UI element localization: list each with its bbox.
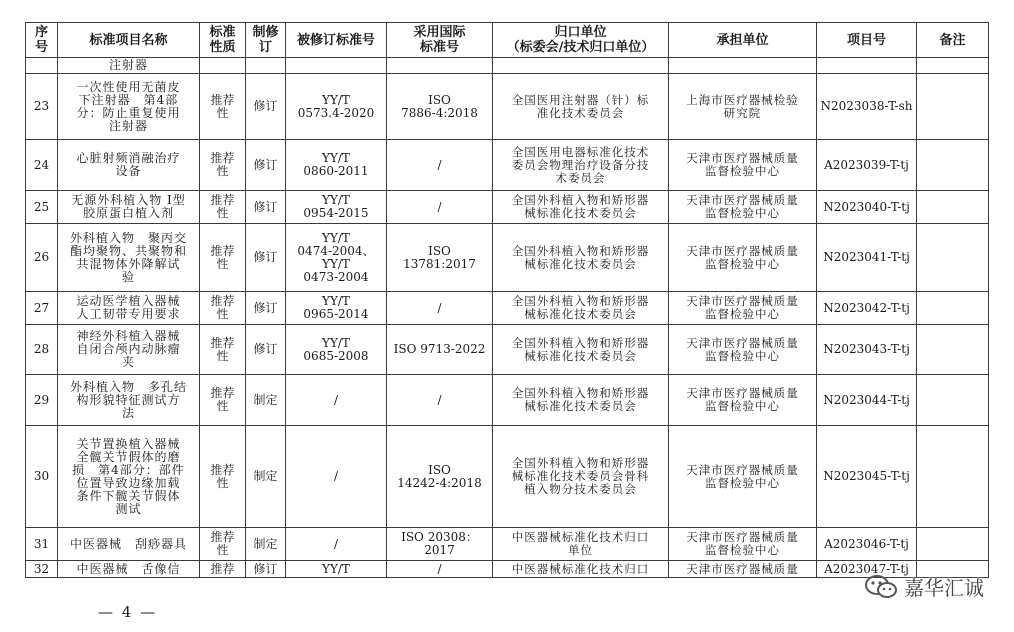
cell-committee: 全国外科植入物和矫形器 械标准化技术委员会	[493, 224, 669, 292]
cell-committee: 全国医用电器标准化技术 委员会物理治疗设备分技 术委员会	[493, 140, 669, 191]
cell-remark	[917, 191, 989, 224]
cell-revise: 制定	[246, 375, 286, 426]
header-committee: 归口单位 （标委会/技术归口单位）	[493, 23, 669, 58]
cell-seq: 27	[26, 292, 58, 325]
header-undertaker: 承担单位	[669, 23, 817, 58]
cell-intl-std: ISO 20308： 2017	[387, 528, 493, 561]
table-row	[26, 325, 989, 375]
cell-project-no: N2023041-T-tj	[817, 224, 917, 292]
cell-intl-std: /	[387, 140, 493, 191]
table-row	[26, 426, 989, 528]
cell-committee: 全国外科植入物和矫形器 械标准化技术委员会	[493, 292, 669, 325]
cell-revise: 修订	[246, 191, 286, 224]
cell-intl-std: ISO 7886-4:2018	[387, 74, 493, 140]
cell-revise: 制定	[246, 528, 286, 561]
cell-undertaker: 上海市医疗器械检验 研究院	[669, 74, 817, 140]
cell-name: 一次性使用无菌皮 下注射器 第4部 分：防止重复使用 注射器	[58, 74, 200, 140]
cell-revise: 修订	[246, 561, 286, 578]
cell-project-no: N2023038-T-sh	[817, 74, 917, 140]
cell-project-no: A2023039-T-tj	[817, 140, 917, 191]
cell-revised-std: YY/T 0954-2015	[286, 191, 387, 224]
cell-name: 中医器械 刮痧器具	[58, 528, 200, 561]
table-header-row	[26, 23, 989, 58]
cell-committee: 全国外科植入物和矫形器 械标准化技术委员会骨科 植入物分技术委员会	[493, 426, 669, 528]
cell-remark	[917, 325, 989, 375]
cell-remark	[917, 375, 989, 426]
cell-project-no: A2023047-T-tj	[817, 561, 917, 578]
watermark	[864, 572, 984, 601]
cell-undertaker: 天津市医疗器械质量 监督检验中心	[669, 528, 817, 561]
table-row	[26, 224, 989, 292]
cell-seq: 23	[26, 74, 58, 140]
cell-nature: 推荐 性	[200, 426, 246, 528]
cell-project-no: N2023043-T-tj	[817, 325, 917, 375]
cell-nature: 推荐 性	[200, 191, 246, 224]
cell-project-no: N2023040-T-tj	[817, 191, 917, 224]
header-remark: 备注	[917, 23, 989, 58]
cell-seq: 30	[26, 426, 58, 528]
cell-undertaker: 天津市医疗器械质量 监督检验中心	[669, 140, 817, 191]
cell-intl-std: ISO 9713-2022	[387, 325, 493, 375]
cell-committee: 全国外科植入物和矫形器 械标准化技术委员会	[493, 191, 669, 224]
cell-nature: 推荐 性	[200, 74, 246, 140]
continuation-name: 注射器	[58, 58, 200, 74]
cell-undertaker: 天津市医疗器械质量 监督检验中心	[669, 426, 817, 528]
cell-remark	[917, 426, 989, 528]
cell-committee: 全国外科植入物和矫形器 械标准化技术委员会	[493, 325, 669, 375]
cell-revised-std: YY/T 0685-2008	[286, 325, 387, 375]
header-revise: 制修 订	[246, 23, 286, 58]
cell-committee: 中医器械标准化技术归口	[493, 561, 669, 578]
cell-seq: 31	[26, 528, 58, 561]
cell-intl-std: ISO 13781:2017	[387, 224, 493, 292]
header-name: 标准项目名称	[58, 23, 200, 58]
cell-revised-std: /	[286, 426, 387, 528]
cell-undertaker: 天津市医疗器械质量 监督检验中心	[669, 325, 817, 375]
cell-name: 神经外科植入器械 自闭合颅内动脉瘤 夹	[58, 325, 200, 375]
table-row	[26, 528, 989, 561]
cell-nature: 推荐	[200, 561, 246, 578]
standards-table-container	[25, 22, 988, 578]
cell-remark	[917, 140, 989, 191]
cell-revise: 制定	[246, 426, 286, 528]
cell-nature: 推荐 性	[200, 292, 246, 325]
cell-undertaker: 天津市医疗器械质量 监督检验中心	[669, 224, 817, 292]
cell-undertaker: 天津市医疗器械质量 监督检验中心	[669, 375, 817, 426]
cell-revised-std: /	[286, 375, 387, 426]
wechat-icon	[864, 574, 898, 600]
cell-revised-std: YY/T 0965-2014	[286, 292, 387, 325]
cell-revise: 修订	[246, 325, 286, 375]
cell-project-no: N2023042-T-tj	[817, 292, 917, 325]
cell-project-no: N2023045-T-tj	[817, 426, 917, 528]
table-row	[26, 292, 989, 325]
cell-name: 心脏射频消融治疗 设备	[58, 140, 200, 191]
cell-intl-std: /	[387, 292, 493, 325]
cell-revise: 修订	[246, 74, 286, 140]
cell-nature: 推荐 性	[200, 140, 246, 191]
cell-revised-std: YY/T 0573.4-2020	[286, 74, 387, 140]
cell-nature: 推荐 性	[200, 224, 246, 292]
cell-revised-std: /	[286, 528, 387, 561]
cell-seq: 32	[26, 561, 58, 578]
cell-committee: 中医器械标准化技术归口 单位	[493, 528, 669, 561]
cell-revise: 修订	[246, 224, 286, 292]
header-intl-std: 采用国际 标准号	[387, 23, 493, 58]
header-project-no: 项目号	[817, 23, 917, 58]
cell-seq: 28	[26, 325, 58, 375]
table-row	[26, 74, 989, 140]
header-nature: 标准 性质	[200, 23, 246, 58]
cell-revised-std: YY/T 0474-2004、 YY/T 0473-2004	[286, 224, 387, 292]
cell-nature: 推荐 性	[200, 528, 246, 561]
watermark-text: 嘉华汇诚	[904, 576, 984, 600]
cell-name: 无源外科植入物 I型 胶原蛋白植入剂	[58, 191, 200, 224]
cell-nature: 推荐 性	[200, 325, 246, 375]
cell-undertaker: 天津市医疗器械质量 监督检验中心	[669, 191, 817, 224]
cell-seq: 25	[26, 191, 58, 224]
cell-intl-std: ISO 14242-4:2018	[387, 426, 493, 528]
cell-nature: 推荐 性	[200, 375, 246, 426]
table-row-continuation	[26, 58, 989, 74]
cell-undertaker: 天津市医疗器械质量 监督检验中心	[669, 292, 817, 325]
cell-revise: 修订	[246, 140, 286, 191]
header-revised-std: 被修订标准号	[286, 23, 387, 58]
table-row	[26, 140, 989, 191]
table-row	[26, 191, 989, 224]
cell-remark	[917, 528, 989, 561]
cell-name: 运动医学植入器械 人工韧带专用要求	[58, 292, 200, 325]
cell-name: 关节置换植入器械 全髋关节假体的磨 损 第4部分：部件 位置导致边缘加载 条件下髋关节假体 测试	[58, 426, 200, 528]
cell-committee: 全国外科植入物和矫形器 械标准化技术委员会	[493, 375, 669, 426]
cell-project-no: N2023044-T-tj	[817, 375, 917, 426]
cell-revised-std: YY/T 0860-2011	[286, 140, 387, 191]
page-number: — 4 —	[98, 603, 158, 621]
cell-remark	[917, 224, 989, 292]
cell-intl-std: /	[387, 375, 493, 426]
cell-seq: 24	[26, 140, 58, 191]
header-seq: 序 号	[26, 23, 58, 58]
cell-committee: 全国医用注射器（针）标 准化技术委员会	[493, 74, 669, 140]
table-row	[26, 375, 989, 426]
cell-remark	[917, 74, 989, 140]
standards-table	[25, 22, 989, 578]
cell-project-no: A2023046-T-tj	[817, 528, 917, 561]
cell-undertaker: 天津市医疗器械质量	[669, 561, 817, 578]
cell-name: 外科植入物 多孔结 构形貌特征测试方 法	[58, 375, 200, 426]
table-row	[26, 561, 989, 578]
cell-name: 外科植入物 聚丙交 酯均聚物、共聚物和 共混物体外降解试 验	[58, 224, 200, 292]
cell-revised-std: YY/T	[286, 561, 387, 578]
cell-seq: 26	[26, 224, 58, 292]
cell-remark	[917, 292, 989, 325]
cell-revise: 修订	[246, 292, 286, 325]
cell-seq: 29	[26, 375, 58, 426]
cell-intl-std: /	[387, 561, 493, 578]
cell-intl-std: /	[387, 191, 493, 224]
cell-name: 中医器械 舌像信	[58, 561, 200, 578]
